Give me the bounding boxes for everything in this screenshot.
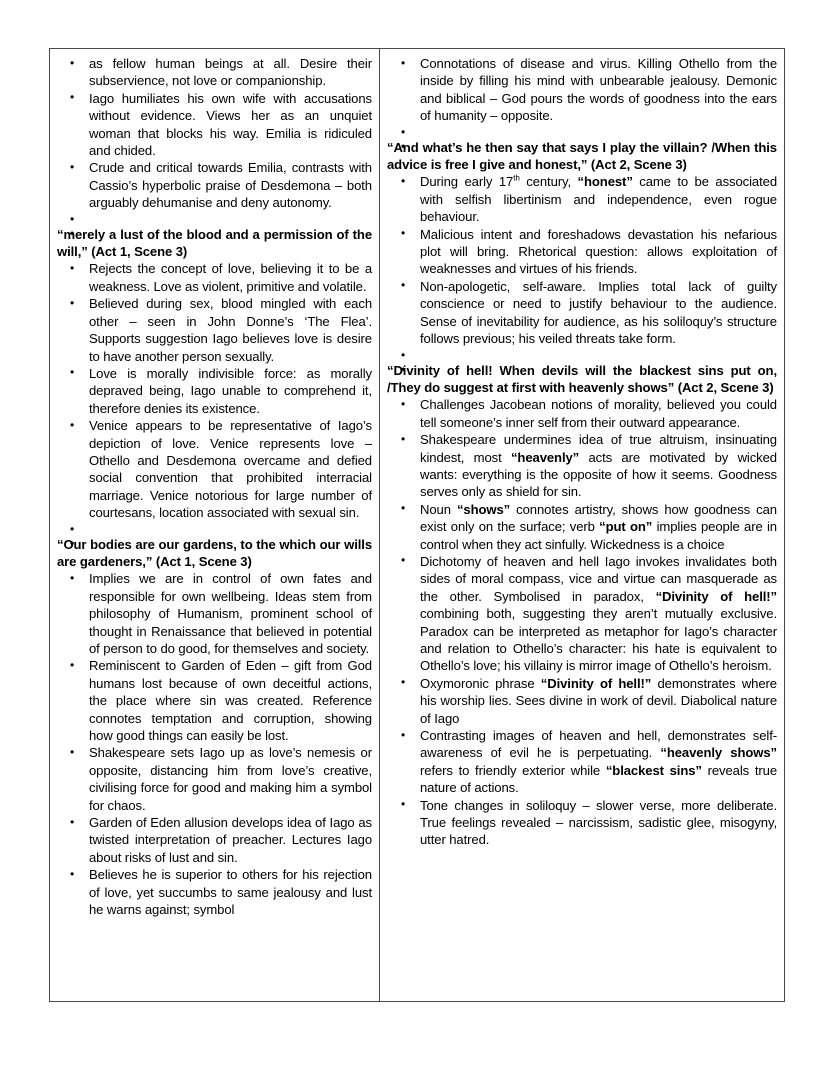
- block-spacer: [57, 522, 372, 536]
- list-item: • Noun “shows” connotes artistry, shows how goodness can exist only on the surface; verb “put on” implies people are in control when they act sinfully. Wickedness is a choice: [387, 501, 777, 553]
- block-spacer: [387, 125, 777, 139]
- notes-table: [49, 48, 785, 1002]
- list-item: • Shakespeare undermines idea of true altruism, insinuating kindest, most “heavenly” acts are motivated by wicked wants: everything is the opposite of how it seems. Goodness serves only as shield for sin.: [387, 431, 777, 501]
- list-item: • Tone changes in soliloquy – slower verse, more deliberate. True feelings revealed – narcissism, sadistic glee, misogyny, utter hatred.: [387, 797, 777, 849]
- list-item: • Believed during sex, blood mingled with each other – seen in John Donne’s ‘The Flea’. Supports suggestion Iago believes love is desire to have another person sexually.: [57, 295, 372, 365]
- quotation-heading: • “merely a lust of the blood and a permission of the will,” (Act 1, Scene 3): [57, 226, 372, 261]
- list-item: • Iago humiliates his own wife with accusations without evidence. Views her as an unquiet woman that blocks his way. Emilia is ridiculed and chided.: [57, 90, 372, 160]
- list-item: • Non-apologetic, self-aware. Implies total lack of guilty conscience or need to justify behaviour to the audience. Sense of inevitability for audience, as his soliloquy’s structure follows previous; his veiled threats take form.: [387, 278, 777, 348]
- block-spacer: [387, 348, 777, 362]
- list-item: • Dichotomy of heaven and hell Iago invokes invalidates both sides of moral compass, vice and virtue can masquerade as the other. Symbolised in paradox, “Divinity of hell!” combining both, suggesting they aren’t mutually exclusive. Paradox can be interpreted as metaphor for Iago’s character and relation to Othello’s character: his hate is equivalent to Othello’s love; his villainy is mirror image of Othello’s heroism.: [387, 553, 777, 675]
- list-item: • Reminiscent to Garden of Eden – gift from God humans lost because of own deceitful actions, the place where sin was created. Reference connotes temptation and corruption, showing how good things can easily be lost.: [57, 657, 372, 744]
- block-spacer: [57, 212, 372, 226]
- list-item: • Shakespeare sets Iago up as love’s nemesis or opposite, distancing him from love’s creative, civilising force for good and making him a symbol for chaos.: [57, 744, 372, 814]
- bullet-list-right: [387, 55, 777, 849]
- list-item: • Crude and critical towards Emilia, contrasts with Cassio’s hyperbolic praise of Desdemona – both arguably dehumanise and deny autonomy.: [57, 159, 372, 211]
- list-item: • Connotations of disease and virus. Killing Othello from the inside by filling his mind with unbearable jealousy. Demonic and biblical – God pours the words of goodness into the ears of humanity – opposite.: [387, 55, 777, 125]
- list-item: • Oxymoronic phrase “Divinity of hell!” demonstrates where his worship lies. Sees divine in work of devil. Diabolical nature of Iago: [387, 675, 777, 727]
- quotation-heading: • “And what’s he then say that says I play the villain? /When this advice is free I give and honest,” (Act 2, Scene 3): [387, 139, 777, 174]
- list-item: • Challenges Jacobean notions of morality, believed you could tell someone’s inner self from their outward appearance.: [387, 396, 777, 431]
- notes-column-left: [50, 49, 380, 1001]
- list-item: • Malicious intent and foreshadows devastation his nefarious plot will bring. Rhetorical question: allows exploitation of weaknesses and virtues of his friends.: [387, 226, 777, 278]
- notes-column-right: [380, 49, 784, 1001]
- bullet-list-left: [57, 55, 372, 919]
- list-item: • Believes he is superior to others for his rejection of love, yet succumbs to same jealousy and lust he warns against; symbol: [57, 866, 372, 918]
- quotation-heading: • “Our bodies are our gardens, to the which our wills are gardeners,” (Act 1, Scene 3): [57, 536, 372, 571]
- list-item: • Garden of Eden allusion develops idea of Iago as twisted interpretation of preacher. Lectures Iago about risks of lust and sin.: [57, 814, 372, 866]
- list-item: • Rejects the concept of love, believing it to be a weakness. Love as violent, primitive and volatile.: [57, 260, 372, 295]
- list-item: • Love is morally indivisible force: as morally depraved being, Iago unable to comprehend it, therefore denies its existence.: [57, 365, 372, 417]
- quotation-heading: • “Divinity of hell! When devils will the blackest sins put on, /They do suggest at first with heavenly shows” (Act 2, Scene 3): [387, 362, 777, 397]
- continued-paragraph: • as fellow human beings at all. Desire their subservience, not love or companionship.: [57, 55, 372, 90]
- list-item: • During early 17th century, “honest” came to be associated with selfish libertinism and independence, even rogue behaviour.: [387, 173, 777, 225]
- list-item: • Venice appears to be representative of Iago’s depiction of love. Venice represents love – Othello and Desdemona overcame and defied social convention that prohibited interracial marriage. Venice notorious for large number of courtesans, location associated with sexual sin.: [57, 417, 372, 521]
- list-item: • Implies we are in control of own fates and responsible for own wellbeing. Ideas stem from philosophy of Humanism, prominent school of thought in Renaissance that believed in potential of person to do good, for themselves and society.: [57, 570, 372, 657]
- list-item: • Contrasting images of heaven and hell, demonstrates self-awareness of evil he is perpetuating. “heavenly shows” refers to friendly exterior while “blackest sins” reveals true nature of actions.: [387, 727, 777, 797]
